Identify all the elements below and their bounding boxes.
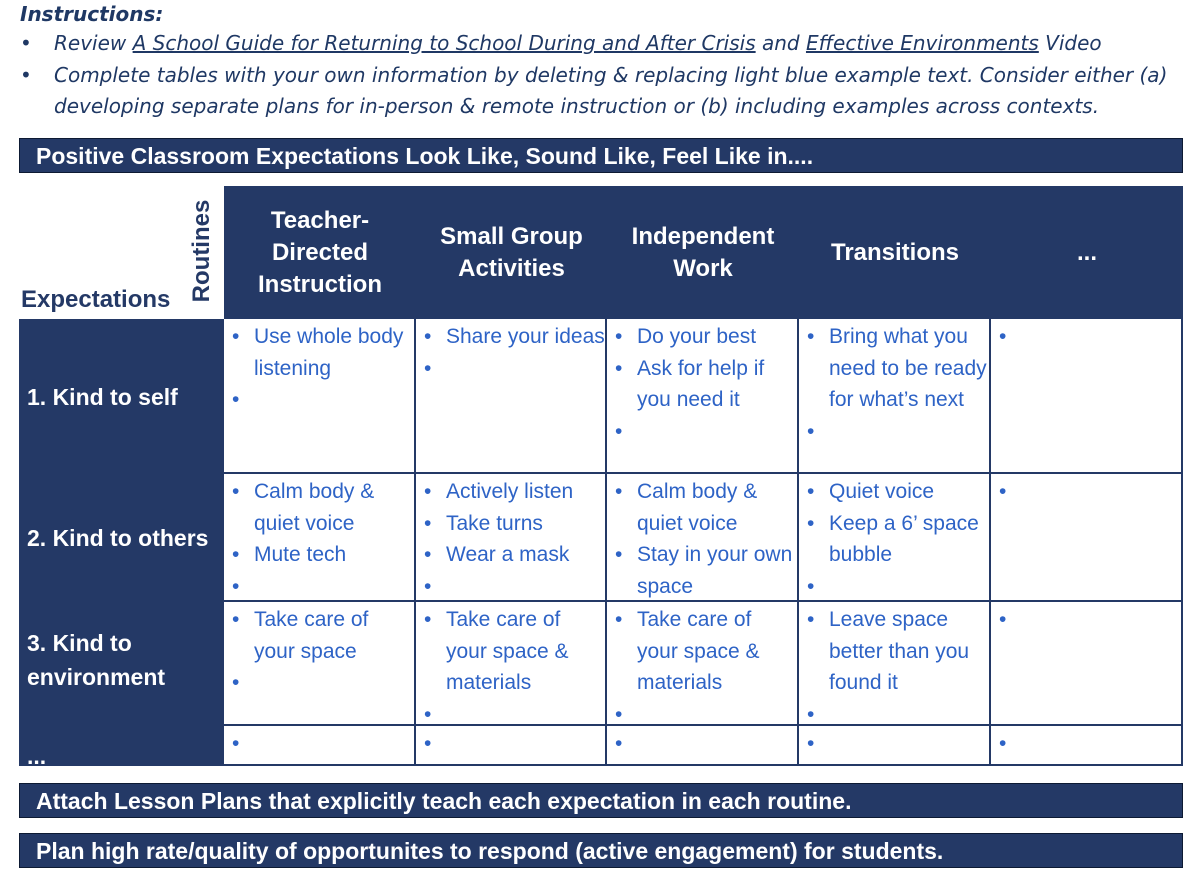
cell-bullet-item bbox=[232, 728, 414, 760]
cell-bullet-item: • Do your best bbox=[615, 321, 797, 353]
cell-bullet-item: • Take care of your space & materials bbox=[424, 604, 605, 699]
cell-bullet-item bbox=[807, 728, 989, 760]
cell-bullet-item: • Ask for help if you need it bbox=[615, 353, 797, 416]
cell-bullet-item bbox=[232, 667, 414, 699]
column-header: Teacher- Directed Instruction bbox=[258, 206, 382, 298]
expectation-cell[interactable] bbox=[607, 474, 799, 602]
cell-bullet-item bbox=[807, 571, 989, 603]
cell-bullet-item bbox=[424, 571, 605, 603]
column-header: ... bbox=[1076, 238, 1097, 266]
cell-bullet-item: • Stay in your own space bbox=[615, 539, 797, 602]
cell-bullet-item bbox=[424, 728, 605, 760]
cell-bullet-item: • Quiet voice bbox=[807, 476, 989, 508]
cell-bullet-item: • Take care of your space & materials bbox=[615, 604, 797, 699]
expectation-cell[interactable] bbox=[607, 726, 799, 766]
instruction-text: Review bbox=[54, 31, 133, 55]
expectation-cell[interactable] bbox=[416, 474, 607, 602]
cell-bullet-item: • Bring what you need to be ready for what’s next bbox=[807, 321, 989, 416]
cell-bullet-item: • Wear a mask bbox=[424, 539, 605, 571]
cell-bullet-item: • Leave space better than you found it bbox=[807, 604, 989, 699]
cell-bullet-item bbox=[232, 571, 414, 603]
instruction-text: Complete tables with your own information by deleting & replacing light blue example text. Consider either (a) bbox=[54, 63, 1168, 87]
expectation-cell[interactable] bbox=[799, 474, 991, 602]
effective-environments-link[interactable]: Effective Environments bbox=[805, 31, 1039, 55]
row-header: 2. Kind to others bbox=[27, 525, 209, 551]
expectation-cell[interactable] bbox=[799, 602, 991, 726]
expectation-cell[interactable] bbox=[991, 726, 1183, 766]
cell-bullet-item: • Calm body & quiet voice bbox=[615, 476, 797, 539]
instruction-item-review bbox=[20, 28, 1102, 59]
cell-bullet-item bbox=[615, 728, 797, 760]
column-header: Independent Work bbox=[631, 222, 775, 282]
expectation-cell[interactable] bbox=[991, 602, 1183, 726]
expectations-label: Expectations bbox=[21, 286, 171, 313]
column-header: Transitions bbox=[830, 238, 960, 266]
instructions-title: Instructions: bbox=[20, 2, 164, 26]
instruction-text: and bbox=[755, 31, 806, 55]
expectations-banner: Positive Classroom Expectations Look Like, Sound Like, Feel Like in.... bbox=[19, 138, 1183, 173]
cell-bullet-item bbox=[424, 353, 605, 385]
cell-bullet-item: • Keep a 6’ space bubble bbox=[807, 508, 989, 571]
expectation-cell[interactable] bbox=[799, 319, 991, 474]
instruction-item-complete bbox=[20, 60, 1168, 91]
cell-bullet-item: • Actively listen bbox=[424, 476, 605, 508]
respond-banner: Plan high rate/quality of opportunites to respond (active engagement) for students. bbox=[19, 833, 1183, 868]
cell-bullet-item: • Take turns bbox=[424, 508, 605, 540]
cell-bullet-item bbox=[999, 476, 1181, 508]
cell-bullet-item bbox=[999, 728, 1181, 760]
cell-bullet-item bbox=[999, 604, 1181, 636]
cell-bullet-item: • Take care of your space bbox=[232, 604, 414, 667]
row-header: 3. Kind to environment bbox=[27, 630, 166, 690]
cell-bullet-item: • Mute tech bbox=[232, 539, 414, 571]
expectation-cell[interactable] bbox=[224, 474, 416, 602]
expectation-cell[interactable] bbox=[224, 602, 416, 726]
cell-bullet-item: • Calm body & quiet voice bbox=[232, 476, 414, 539]
expectation-cell[interactable] bbox=[416, 726, 607, 766]
lesson-plans-banner: Attach Lesson Plans that explicitly teach each expectation in each routine. bbox=[19, 783, 1183, 818]
cell-bullet-item bbox=[615, 416, 797, 448]
instruction-text: Video bbox=[1038, 31, 1102, 55]
expectation-cell[interactable] bbox=[991, 319, 1183, 474]
school-guide-link[interactable]: A School Guide for Returning to School During and After Crisis bbox=[132, 31, 756, 55]
bullet-icon: • bbox=[20, 31, 32, 55]
expectation-cell[interactable] bbox=[416, 319, 607, 474]
expectation-cell[interactable] bbox=[991, 474, 1183, 602]
expectation-cell[interactable] bbox=[224, 319, 416, 474]
column-header: Small Group Activities bbox=[440, 222, 583, 282]
routines-label: Routines bbox=[188, 199, 215, 303]
cell-bullet-item: • Use whole body listening bbox=[232, 321, 414, 384]
expectation-cell[interactable] bbox=[416, 602, 607, 726]
expectation-cell[interactable] bbox=[607, 602, 799, 726]
instruction-text: developing separate plans for in-person & remote instruction or (b) including examples across contexts. bbox=[54, 94, 1100, 118]
expectation-cell[interactable] bbox=[799, 726, 991, 766]
cell-bullet-item bbox=[232, 384, 414, 416]
row-header: 1. Kind to self bbox=[27, 383, 178, 410]
row-header: ... bbox=[27, 743, 47, 769]
instruction-item-complete-cont bbox=[54, 91, 1099, 122]
bullet-icon: • bbox=[20, 63, 32, 87]
expectation-cell[interactable] bbox=[607, 319, 799, 474]
cell-bullet-item bbox=[999, 321, 1181, 353]
cell-bullet-item: • Share your ideas bbox=[424, 321, 605, 353]
expectations-matrix bbox=[19, 186, 1183, 769]
expectation-cell[interactable] bbox=[224, 726, 416, 766]
cell-bullet-item bbox=[807, 416, 989, 448]
